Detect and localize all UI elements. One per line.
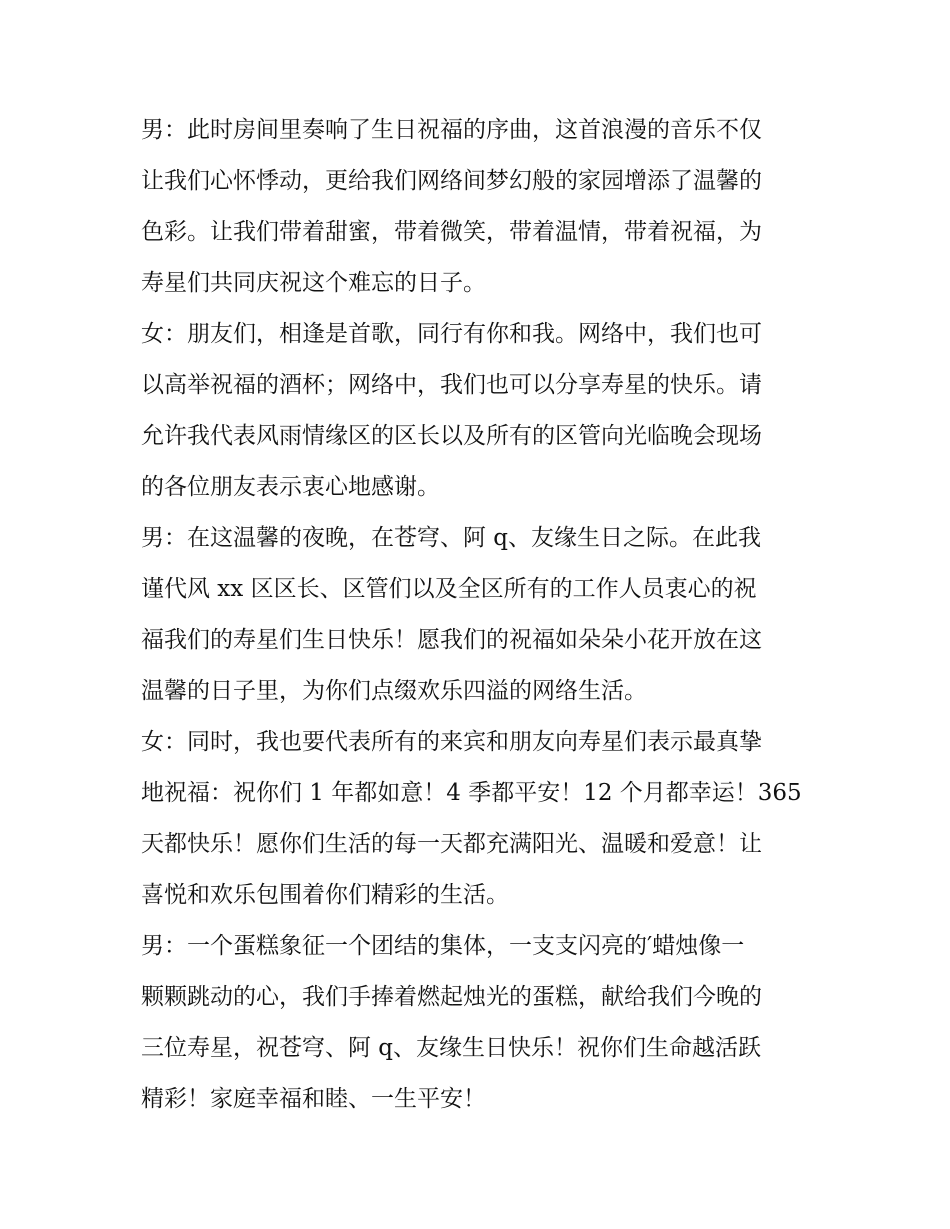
text-line: 男：此时房间里奏响了生日祝福的序曲，这首浪漫的音乐不仅 [141,117,762,143]
text-line: 让我们心怀悸动，更给我们网络间梦幻般的家园增添了温馨的 [141,168,762,194]
paragraph-male-1 [141,105,813,309]
text-line: 天都快乐！愿你们生活的每一天都充满阳光、温暖和爱意！让 [141,831,762,857]
text-line: 男：在这温馨的夜晚，在苍穹、阿 q、友缘生日之际。在此我 [141,525,762,551]
text-line: 允许我代表风雨情缘区的区长以及所有的区管向光临晚会现场 [141,423,762,449]
text-line: 颗颗跳动的心，我们手捧着燃起烛光的蛋糕，献给我们今晚的 [141,984,762,1010]
text-line: 的各位朋友表示衷心地感谢。 [141,474,440,500]
text-line: 温馨的日子里，为你们点缀欢乐四溢的网络生活。 [141,678,647,704]
text-line: 女：同时，我也要代表所有的来宾和朋友向寿星们表示最真挚 [141,729,762,755]
document-page [141,105,813,1125]
text-line: 谨代风 xx 区区长、区管们以及全区所有的工作人员衷心的祝 [141,576,757,602]
paragraph-female-1 [141,309,813,513]
text-line: 寿星们共同庆祝这个难忘的日子。 [141,270,486,296]
paragraph-male-2 [141,513,813,717]
text-line: 男：一个蛋糕象征一个团结的集体，一支支闪亮的′蜡烛像一 [141,933,745,959]
text-line: 精彩！家庭幸福和睦、一生平安！ [141,1086,486,1112]
paragraph-female-2 [141,717,813,921]
text-line: 三位寿星，祝苍穹、阿 q、友缘生日快乐！祝你们生命越活跃 [141,1035,762,1061]
text-line: 女：朋友们，相逢是首歌，同行有你和我。网络中，我们也可 [141,321,762,347]
text-line: 地祝福：祝你们 1 年都如意！4 季都平安！12 个月都幸运！365 [141,780,802,806]
text-line: 喜悦和欢乐包围着你们精彩的生活。 [141,882,509,908]
text-line: 色彩。让我们带着甜蜜，带着微笑，带着温情，带着祝福，为 [141,219,762,245]
text-line: 以高举祝福的酒杯；网络中，我们也可以分享寿星的快乐。请 [141,372,762,398]
text-line: 福我们的寿星们生日快乐！愿我们的祝福如朵朵小花开放在这 [141,627,762,653]
paragraph-male-3 [141,921,813,1125]
